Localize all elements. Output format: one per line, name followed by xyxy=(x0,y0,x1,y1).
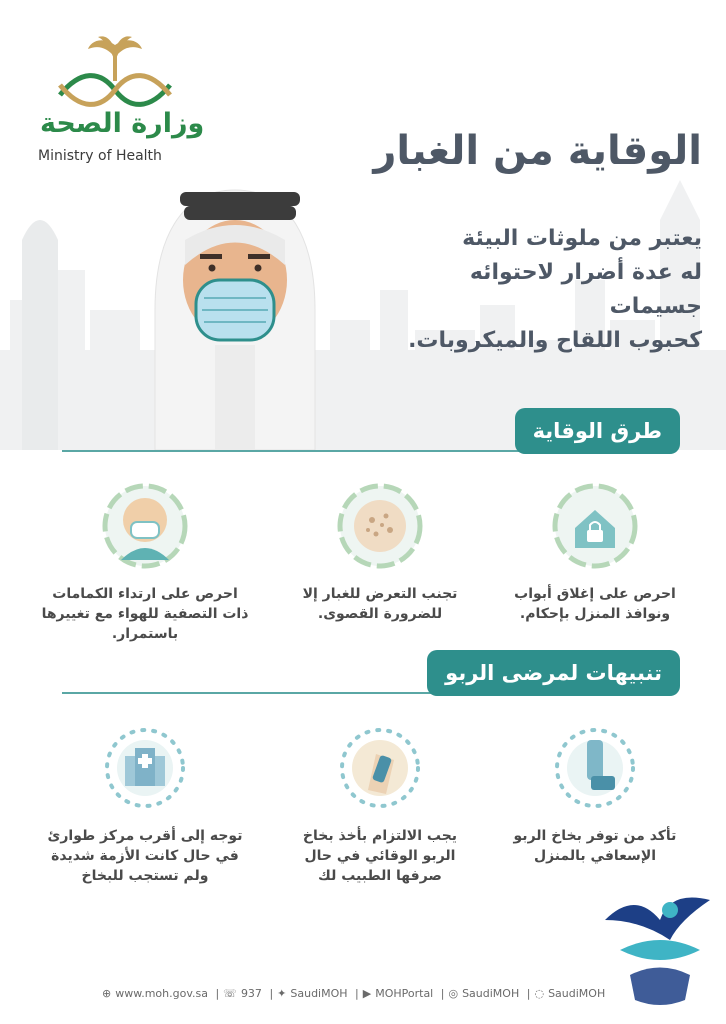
footer-instagram[interactable]: SaudiMOH xyxy=(462,987,520,1000)
snapchat-icon: ◌ xyxy=(534,987,545,1000)
instagram-icon: ◎ xyxy=(448,987,459,1000)
moh-logo xyxy=(30,35,200,115)
asthma-item-rescue-inhaler xyxy=(500,720,690,866)
prevention-item-avoid-dust xyxy=(285,478,475,624)
asthma-item-text: تأكد من توفر بخاخ الربو الإسعافي بالمنزل xyxy=(513,828,677,864)
prevention-heading: طرق الوقاية xyxy=(515,408,680,454)
asthma-item-text: يجب الالتزام بأخذ بخاخ الربو الوقائي في حال صرفها الطبيب لك xyxy=(302,828,458,884)
youtube-icon: ▶ xyxy=(362,987,372,1000)
footer-phone[interactable]: 937 xyxy=(240,987,262,1000)
inhaler-icon xyxy=(547,720,643,816)
logo-english-text: Ministry of Health xyxy=(38,148,162,164)
asthma-item-preventive-inhaler xyxy=(285,720,475,886)
person-with-mask-illustration xyxy=(140,170,330,450)
footer-contacts: ⊕ www.moh.gov.sa | ☏ 937 | ✦ SaudiMOH | ▶ MOHPortal | ◎ SaudiMOH | ◌ SaudiMOH xyxy=(102,987,606,1000)
intro-line-3: كحبوب اللقاح والميكروبات. xyxy=(408,328,702,353)
footer-youtube[interactable]: MOHPortal xyxy=(375,987,434,1000)
prevention-item-text: احرص على ارتداء الكمامات ذات التصفية للهواء مع تغييرها باستمرار. xyxy=(41,586,249,642)
prevention-item-text: احرص على إغلاق أبواب ونوافذ المنزل بإحكام. xyxy=(514,586,676,622)
page-title: الوقاية من الغبار xyxy=(373,128,702,174)
footer-twitter[interactable]: SaudiMOH xyxy=(290,987,348,1000)
prevention-item-close-doors xyxy=(500,478,690,624)
inhaler-hand-icon xyxy=(332,720,428,816)
footer-website[interactable]: www.moh.gov.sa xyxy=(115,987,208,1000)
footer-snapchat[interactable]: SaudiMOH xyxy=(548,987,606,1000)
hospital-icon xyxy=(97,720,193,816)
logo-arabic-text: وزارة الصحة xyxy=(40,108,205,139)
globe-icon: ⊕ xyxy=(102,987,112,1000)
watermark-brand-graphic xyxy=(600,880,720,1024)
phone-icon: ☏ xyxy=(223,987,237,1000)
asthma-heading: تنبيهات لمرضى الربو xyxy=(427,650,680,696)
dust-cloud-icon xyxy=(332,478,428,574)
house-lock-icon xyxy=(547,478,643,574)
intro-paragraph xyxy=(372,222,702,358)
intro-line-2: له عدة أضرار لاحتوائه جسيمات xyxy=(469,260,702,319)
face-mask-icon xyxy=(97,478,193,574)
asthma-item-text: توجه إلى أقرب مركز طوارئ في حال كانت الأزمة شديدة ولم تستجب للبخاخ xyxy=(47,828,243,884)
prevention-item-text: تجنب التعرض للغبار إلا للضرورة القصوى. xyxy=(302,586,458,622)
twitter-icon: ✦ xyxy=(277,987,287,1000)
intro-line-1: يعتبر من ملوثات البيئة xyxy=(462,226,702,251)
prevention-item-wear-mask xyxy=(40,478,250,644)
asthma-item-emergency xyxy=(40,720,250,886)
